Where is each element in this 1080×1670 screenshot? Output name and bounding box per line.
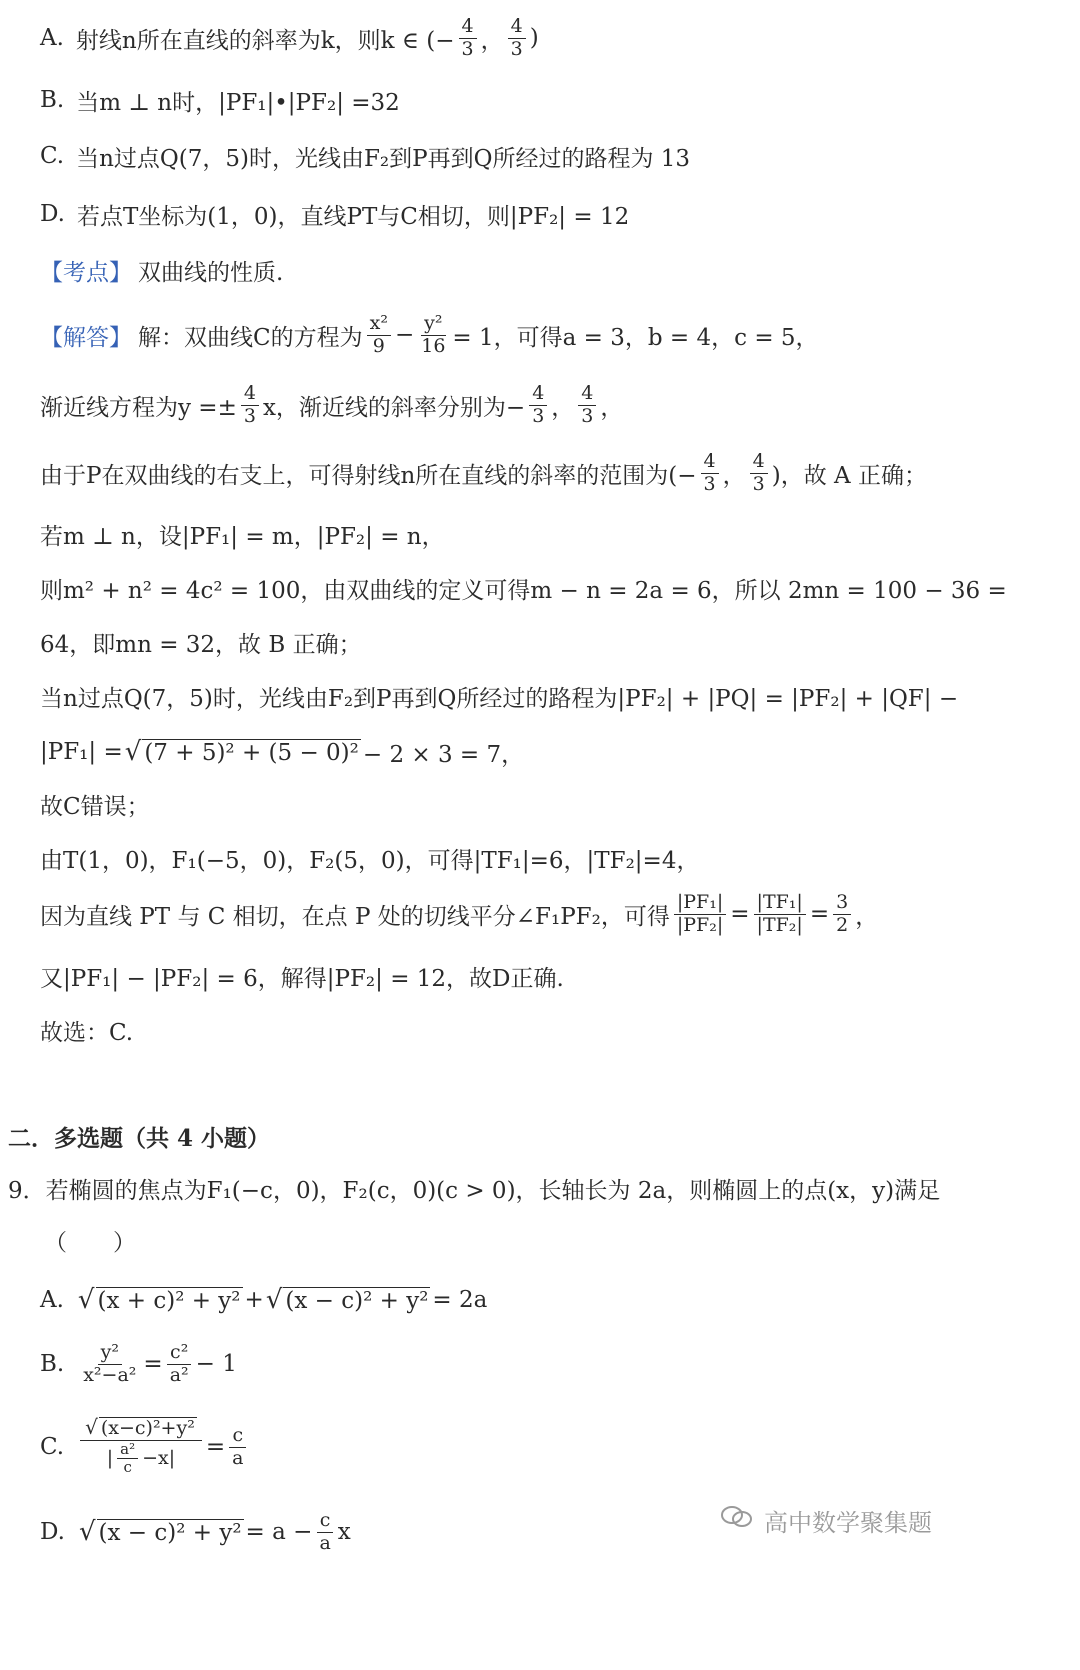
fraction — [674, 892, 726, 937]
jieda-line-6 — [40, 624, 1050, 660]
option-a-prev — [40, 14, 1050, 62]
text: ， — [855, 903, 879, 930]
radical-sign: √ — [77, 1284, 95, 1315]
option-label: D. — [40, 201, 65, 227]
text: 故C错误； — [40, 793, 150, 820]
square-root — [78, 1516, 244, 1547]
option-b — [40, 1330, 1050, 1398]
text: ， — [600, 394, 624, 421]
numerator: 3 — [833, 892, 851, 915]
denominator: 2 — [836, 913, 849, 936]
kaodian — [40, 252, 1050, 288]
numerator: 4 — [508, 16, 526, 39]
radical-sign: √ — [85, 1415, 98, 1440]
denominator: 3 — [243, 404, 256, 427]
jieda-line-1 — [40, 306, 1050, 364]
numerator — [80, 1417, 202, 1441]
denominator: a — [319, 1531, 331, 1554]
text: x，渐近线的斜率分别为− — [262, 394, 526, 421]
fraction — [229, 1425, 246, 1470]
text: 64，即mn = 32，故 B 正确； — [40, 631, 362, 658]
text: 渐近线方程为y =± — [40, 394, 237, 421]
text: = 1，可得a = 3，b = 4，c = 5， — [452, 324, 819, 351]
denominator: 3 — [581, 404, 594, 427]
jieda-line-13 — [40, 1012, 1050, 1048]
text: ， — [551, 394, 575, 421]
option-label: C. — [40, 143, 65, 169]
option-text: ) — [529, 25, 539, 51]
option-text: ， — [480, 27, 504, 54]
denominator: x²−a² — [83, 1363, 137, 1386]
kaodian-text: 双曲线的性质. — [138, 259, 284, 286]
jieda-line-10 — [40, 840, 1050, 876]
text: ， — [722, 462, 746, 489]
jieda-line-4 — [40, 516, 1050, 552]
text: = 2a — [432, 1287, 488, 1313]
section-title-text: 二．多选题（共 4 小题） — [8, 1124, 271, 1152]
text: 则m² + n² = 4c² = 100，由双曲线的定义可得m − n = 2a = 6，所以 2mn = 100 − 36 = — [40, 577, 1007, 604]
denominator — [104, 1441, 178, 1477]
numerator: 4 — [701, 451, 719, 474]
numerator: c² — [167, 1342, 191, 1365]
option-c — [40, 1406, 1050, 1488]
jieda-line-11 — [40, 884, 1050, 944]
denominator: a² — [169, 1363, 189, 1386]
numerator: c — [229, 1425, 246, 1448]
fraction — [701, 451, 719, 496]
text: 由于P在双曲线的右支上，可得射线n所在直线的斜率的范围为(− — [40, 462, 697, 489]
jieda-line-7 — [40, 678, 1050, 714]
fraction — [578, 383, 596, 428]
option-a — [40, 1278, 1050, 1322]
text: 当n过点Q(7，5)时，光线由F₂到P再到Q所经过的路程为|PF₂| + |PQ| = |PF₂| + |QF| − — [40, 685, 959, 712]
numerator: a² — [117, 1441, 138, 1459]
jieda-line-2 — [40, 378, 1050, 432]
text: = — [143, 1351, 163, 1377]
fraction — [508, 16, 526, 61]
jieda-line-9 — [40, 786, 1050, 822]
fraction — [367, 313, 391, 358]
radicand: (x − c)² + y² — [285, 1287, 429, 1314]
fraction — [529, 383, 547, 428]
denominator: |TF₂| — [756, 913, 803, 936]
section-title — [8, 1118, 1050, 1154]
option-c-prev — [40, 138, 1050, 174]
denominator: c — [123, 1458, 132, 1477]
text: = — [205, 1434, 226, 1460]
jieda-line-12 — [40, 958, 1050, 994]
text: = — [730, 901, 750, 927]
wechat-icon — [720, 1504, 754, 1536]
abs-open: | — [106, 1447, 114, 1469]
numerator: 4 — [750, 451, 768, 474]
fraction — [316, 1510, 333, 1555]
text: 因为直线 PT 与 C 相切，在点 P 处的切线平分∠F₁PF₂，可得 — [40, 903, 670, 930]
radicand: (7 + 5)² + (5 − 0)² — [144, 739, 359, 766]
fraction — [833, 892, 851, 937]
numerator: y² — [421, 313, 445, 336]
radicand: (x−c)²+y² — [100, 1417, 195, 1440]
jieda-tag: 【解答】 — [40, 324, 132, 351]
text: 若m ⊥ n，设|PF₁| = m，|PF₂| = n， — [40, 523, 445, 550]
option-text: 当n过点Q(7，5)时，光线由F₂到P再到Q所经过的路程为 13 — [76, 145, 691, 172]
numerator: 4 — [241, 383, 259, 406]
numerator: 4 — [578, 383, 596, 406]
option-label: B. — [40, 1351, 65, 1377]
denominator: |PF₂| — [676, 913, 724, 936]
text: |PF₁| = — [40, 739, 123, 765]
option-text: 射线n所在直线的斜率为k，则k ∈ (− — [75, 27, 455, 54]
text: 故选：C. — [40, 1019, 134, 1046]
square-root — [124, 736, 361, 767]
numerator: 4 — [459, 16, 477, 39]
radical-sign: √ — [124, 736, 142, 767]
question-text: 9．若椭圆的焦点为F₁(−c，0)，F₂(c，0)(c > 0)，长轴长为 2a，则椭圆上的点(x，y)满足 — [8, 1177, 941, 1204]
fraction — [418, 313, 448, 358]
option-label: A. — [40, 25, 64, 51]
fraction — [459, 16, 477, 61]
option-text: 若点T坐标为(1，0)，直线PT与C相切，则|PF₂| = 12 — [76, 203, 630, 230]
text: − 2 × 3 = 7， — [362, 741, 525, 768]
answer-paren: （ ） — [44, 1229, 136, 1256]
denominator: a — [232, 1446, 244, 1469]
jieda-line-5 — [40, 570, 1050, 606]
numerator: x² — [367, 313, 391, 336]
text: − 1 — [195, 1351, 237, 1377]
jieda-line-8 — [40, 732, 1050, 772]
fraction — [80, 1342, 139, 1387]
denominator: 3 — [461, 37, 474, 60]
fraction — [241, 383, 259, 428]
question-9-stem — [8, 1170, 1050, 1206]
fraction — [167, 1342, 192, 1387]
jieda-line-3 — [40, 446, 1050, 500]
fraction — [754, 892, 806, 937]
text: 由T(1，0)，F₁(−5，0)，F₂(5，0)，可得|TF₁|=6，|TF₂|=4， — [40, 847, 700, 874]
numerator: c — [317, 1510, 334, 1533]
option-label: D. — [40, 1519, 65, 1545]
option-text: 当m ⊥ n时，|PF₁|•|PF₂| =32 — [76, 89, 400, 116]
square-root — [77, 1284, 243, 1315]
square-root — [85, 1417, 197, 1440]
text: 又|PF₁| − |PF₂| = 6，解得|PF₂| = 12，故D正确. — [40, 965, 564, 992]
option-label: C. — [40, 1434, 65, 1460]
watermark — [720, 1500, 932, 1540]
option-label: B. — [40, 87, 65, 113]
option-label: A. — [40, 1287, 64, 1313]
numerator: |PF₁| — [674, 892, 726, 915]
denominator: 3 — [532, 404, 545, 427]
text: )，故 A 正确； — [771, 462, 927, 489]
fraction — [117, 1441, 138, 1477]
numerator: 4 — [529, 383, 547, 406]
radical-sign: √ — [265, 1284, 283, 1315]
radical-sign: √ — [78, 1516, 96, 1547]
radicand: (x + c)² + y² — [97, 1287, 241, 1314]
denominator: 3 — [703, 472, 716, 495]
fraction — [750, 451, 768, 496]
square-root — [265, 1284, 431, 1315]
numerator: y² — [98, 1342, 122, 1365]
denominator: 16 — [421, 334, 446, 357]
denominator: 9 — [372, 334, 385, 357]
option-b-prev — [40, 82, 1050, 118]
text: − — [394, 322, 415, 348]
text: 解：双曲线C的方程为 — [138, 324, 363, 351]
radicand: (x − c)² + y² — [98, 1519, 242, 1546]
denominator: 3 — [752, 472, 765, 495]
watermark-text: 高中数学聚集题 — [764, 1508, 932, 1537]
fraction — [80, 1417, 202, 1476]
abs-close: −x| — [142, 1447, 176, 1469]
denominator: 3 — [510, 37, 523, 60]
question-9-paren — [44, 1222, 1050, 1258]
text: = a − — [245, 1519, 313, 1545]
numerator: |TF₁| — [754, 892, 806, 915]
text: x — [337, 1519, 351, 1545]
kaodian-tag: 【考点】 — [40, 259, 132, 286]
text: + — [244, 1287, 264, 1313]
text: = — [809, 901, 830, 927]
option-d-prev — [40, 196, 1050, 232]
